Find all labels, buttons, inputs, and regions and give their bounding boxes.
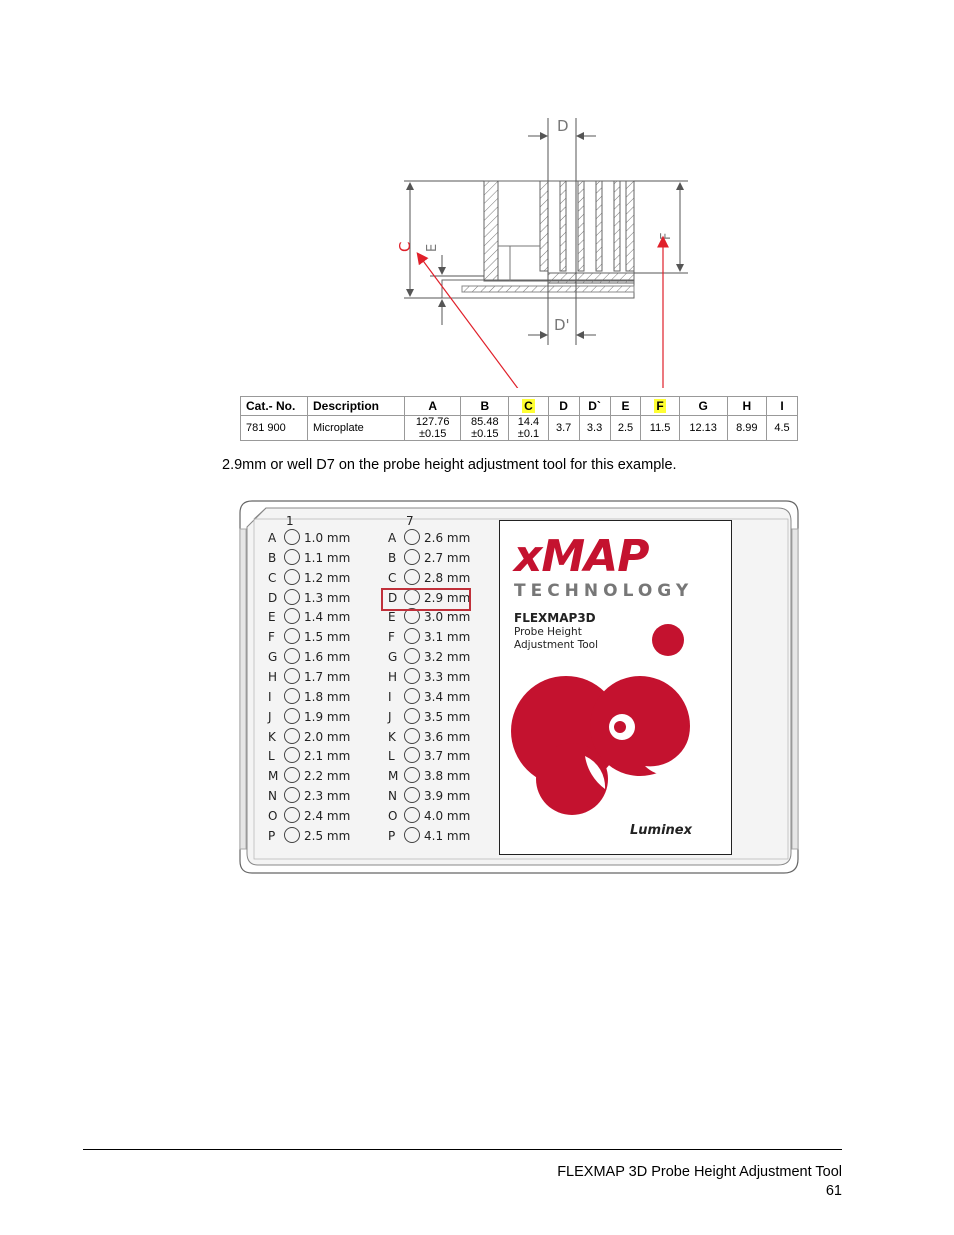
dim-label-d: D — [557, 117, 569, 135]
dim-label-d-prime: D' — [554, 316, 570, 334]
well-circle-icon — [284, 529, 300, 545]
well-letter: M — [268, 769, 279, 784]
well-circle-icon — [404, 708, 420, 724]
footer-rule — [83, 1149, 842, 1150]
well-circle-icon — [284, 648, 300, 664]
well-circle-icon — [284, 688, 300, 704]
col-header: B — [461, 397, 509, 416]
well-letter: P — [388, 828, 396, 843]
well-depth: 1.4 mm — [304, 610, 351, 625]
technology-text: TECHNOLOGY — [514, 581, 694, 601]
well-letter: O — [388, 808, 398, 823]
well-letter: F — [268, 630, 275, 645]
well-letter: A — [268, 531, 277, 545]
well-depth: 3.8 mm — [424, 769, 471, 784]
well-depth: 1.2 mm — [304, 570, 351, 585]
well-circle-icon — [404, 648, 420, 664]
bubbles-graphic — [500, 521, 731, 854]
product-name: FLEXMAP3D — [514, 611, 596, 625]
well-letter: I — [388, 689, 392, 704]
well-letter: A — [388, 531, 397, 545]
well-circle-icon — [284, 549, 300, 565]
well-letter: J — [388, 709, 392, 724]
table-cell: 3.7 — [548, 416, 579, 441]
well-depth: 2.0 mm — [304, 729, 351, 744]
table-cell: 127.76 ±0.15 — [405, 416, 461, 441]
well-letter: H — [268, 669, 278, 684]
well-letter: B — [388, 550, 397, 565]
well-letter: I — [268, 689, 272, 704]
well-circle-icon — [284, 827, 300, 843]
col-header: I — [767, 397, 798, 416]
col-header: D — [548, 397, 579, 416]
well-letter: O — [268, 808, 278, 823]
table-header-row — [241, 397, 798, 416]
col-header — [509, 397, 548, 416]
well-circle-icon — [404, 688, 420, 704]
well-depth: 3.4 mm — [424, 689, 471, 704]
well-depth: 1.9 mm — [304, 709, 351, 724]
well-depth: 2.2 mm — [304, 769, 351, 784]
well-letter: G — [268, 650, 278, 665]
well-letter: E — [268, 610, 276, 625]
well-depth: 1.6 mm — [304, 650, 351, 665]
page-number: 61 — [825, 1183, 842, 1199]
well-letter: D — [388, 590, 398, 605]
product-subtitle-1: Probe Height — [514, 626, 582, 638]
col-header — [641, 397, 679, 416]
well-letter: H — [388, 669, 398, 684]
well-depth: 2.7 mm — [424, 550, 471, 565]
highlighted-header: F — [656, 399, 664, 413]
well-circle-icon — [284, 569, 300, 585]
xmap-logo-panel — [499, 520, 732, 855]
table-cell: 781 900 — [241, 416, 308, 441]
column-7-header: 7 — [406, 514, 414, 528]
well-depth: 4.1 mm — [424, 828, 471, 843]
well-letter: K — [388, 729, 396, 744]
table-cell: 4.5 — [767, 416, 798, 441]
table-cell: 2.5 — [610, 416, 641, 441]
well-depth: 1.7 mm — [304, 669, 351, 684]
well-letter: F — [388, 630, 395, 645]
well-letter: B — [268, 550, 277, 565]
footer-title: FLEXMAP 3D Probe Height Adjustment Tool — [557, 1164, 842, 1180]
well-depth: 2.8 mm — [424, 570, 471, 585]
well-circle-icon — [284, 589, 300, 605]
well-depth: 2.1 mm — [304, 749, 351, 764]
well-letter: N — [388, 789, 397, 804]
well-circle-icon — [404, 549, 420, 565]
table-cell: 3.3 — [579, 416, 610, 441]
well-circle-icon — [284, 668, 300, 684]
table-row — [241, 416, 798, 441]
col-header: D` — [579, 397, 610, 416]
highlighted-well-d7 — [381, 588, 471, 611]
well-letter: E — [388, 610, 396, 625]
dim-label-e: E — [425, 243, 440, 252]
product-subtitle-2: Adjustment Tool — [514, 639, 599, 651]
well-depth: 3.5 mm — [424, 709, 471, 724]
well-depth: 3.0 mm — [424, 610, 471, 625]
table-cell: 14.4 ±0.1 — [509, 416, 548, 441]
luminex-brand: Luminex — [630, 823, 692, 838]
well-circle-icon — [404, 807, 420, 823]
highlighted-header: C — [524, 399, 533, 413]
microplate-cross-section-diagram — [380, 108, 700, 388]
table-cell: 12.13 — [679, 416, 727, 441]
well-depth: 3.1 mm — [424, 630, 471, 645]
well-depth: 3.2 mm — [424, 650, 471, 665]
well-circle-icon — [404, 668, 420, 684]
col-header: G — [679, 397, 727, 416]
col-header: H — [727, 397, 766, 416]
microplate-spec-table — [240, 396, 798, 441]
well-letter: C — [388, 570, 397, 585]
well-circle-icon — [404, 827, 420, 843]
well-letter: L — [388, 749, 395, 764]
well-circle-icon — [284, 708, 300, 724]
col-header: A — [405, 397, 461, 416]
table-cell: 8.99 — [727, 416, 766, 441]
well-depth: 1.5 mm — [304, 630, 351, 645]
well-circle-icon — [404, 529, 420, 545]
body-paragraph: 2.9mm or well D7 on the probe height adjustment tool for this example. — [222, 457, 677, 473]
well-letter: L — [268, 749, 275, 764]
well-depth: 1.3 mm — [304, 590, 351, 605]
column-1-header: 1 — [286, 514, 294, 528]
col-header: Description — [308, 397, 405, 416]
well-depth: 3.3 mm — [424, 669, 471, 684]
col-header: Cat.- No. — [241, 397, 308, 416]
well-letter: D — [268, 590, 278, 605]
well-depth: 1.8 mm — [304, 689, 351, 704]
table-cell: 11.5 — [641, 416, 679, 441]
dim-label-c: C — [396, 241, 414, 252]
table-cell: 85.48 ±0.15 — [461, 416, 509, 441]
well-letter: K — [268, 729, 276, 744]
well-circle-icon — [284, 807, 300, 823]
table-cell: Microplate — [308, 416, 405, 441]
well-depth: 3.6 mm — [424, 729, 471, 744]
well-depth: 3.7 mm — [424, 749, 471, 764]
well-circle-icon — [284, 728, 300, 744]
col-header: E — [610, 397, 641, 416]
well-depth: 2.5 mm — [304, 828, 351, 843]
well-letter: P — [268, 828, 276, 843]
well-letter: G — [388, 650, 398, 665]
xmap-wordmark: xMAP — [514, 531, 649, 582]
well-letter: M — [388, 769, 399, 784]
well-depth: 2.6 mm — [424, 531, 471, 545]
well-letter: C — [268, 570, 277, 585]
well-letter: J — [268, 709, 272, 724]
well-depth: 2.3 mm — [304, 789, 351, 804]
dim-label-f: F — [659, 232, 674, 240]
well-depth: 2.4 mm — [304, 808, 351, 823]
well-depth: 3.9 mm — [424, 789, 471, 804]
well-depth: 1.0 mm — [304, 531, 351, 545]
well-letter: N — [268, 789, 277, 804]
well-circle-icon — [404, 728, 420, 744]
well-circle-icon — [284, 787, 300, 803]
well-depth: 4.0 mm — [424, 808, 471, 823]
well-circle-icon — [404, 787, 420, 803]
well-depth: 1.1 mm — [304, 550, 351, 565]
well-circle-icon — [404, 569, 420, 585]
well-depth: 2.9 mm — [424, 590, 471, 605]
